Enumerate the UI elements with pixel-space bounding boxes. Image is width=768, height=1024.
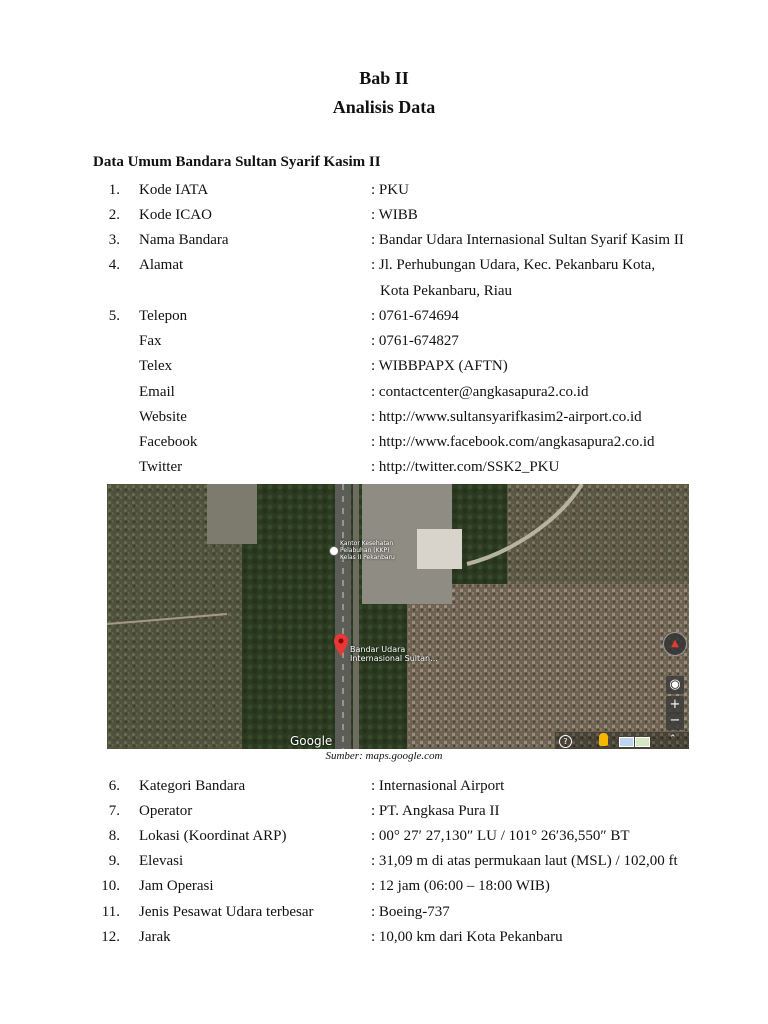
poi-label [340, 540, 395, 561]
item-label: Email [139, 384, 175, 400]
item-label: Jam Operasi [139, 878, 214, 894]
item-number: 9. [108, 853, 120, 869]
item-value: : 00° 27′ 27,130″ LU / 101° 26′36,550″ BT [371, 828, 630, 844]
item-number: 4. [108, 257, 120, 273]
list-item-continuation [0, 281, 768, 301]
list-item [0, 306, 768, 326]
item-label: Jarak [139, 929, 171, 945]
item-label: Telex [139, 358, 173, 374]
item-number: 7. [108, 803, 120, 819]
item-number: 11. [101, 904, 120, 920]
item-value: Kota Pekanbaru, Riau [380, 283, 513, 299]
satellite-map-image [107, 484, 689, 749]
list-item [0, 876, 768, 896]
item-value: : 0761-674694 [371, 308, 459, 324]
item-label: Kode ICAO [139, 207, 212, 223]
item-label: Fax [139, 333, 162, 349]
list-item [0, 902, 768, 922]
item-label: Alamat [139, 257, 184, 273]
item-number: 10. [101, 878, 120, 894]
item-label: Telepon [139, 308, 188, 324]
item-value: : http://www.sultansyarifkasim2-airport.co.id [371, 409, 642, 425]
item-value: : http://twitter.com/SSK2_PKU [371, 459, 560, 475]
list-item [0, 776, 768, 796]
item-value: : WIBB [371, 207, 418, 223]
item-value: : Internasional Airport [371, 778, 505, 794]
facility-area [207, 484, 257, 544]
list-item [0, 205, 768, 225]
item-label: Lokasi (Koordinat ARP) [139, 828, 287, 844]
item-number: 12. [101, 929, 120, 945]
list-item [0, 432, 768, 452]
list-item [0, 927, 768, 947]
item-number: 8. [108, 828, 120, 844]
page-subtitle: Analisis Data [332, 97, 436, 117]
section-heading: Data Umum Bandara Sultan Syarif Kasim II [93, 154, 381, 170]
compass-icon[interactable]: ▲ [663, 632, 687, 656]
item-value: : PT. Angkasa Pura II [371, 803, 500, 819]
item-label: Facebook [139, 434, 198, 450]
item-value: : 0761-674827 [371, 333, 459, 349]
item-number: 6. [108, 778, 120, 794]
item-value: : WIBBPAPX (AFTN) [371, 358, 508, 374]
item-value: : contactcenter@angkasapura2.co.id [371, 384, 589, 400]
item-label: Operator [139, 803, 193, 819]
list-item [0, 851, 768, 871]
item-number: 3. [108, 232, 120, 248]
item-value: : Jl. Perhubungan Udara, Kec. Pekanbaru Kota, [371, 257, 656, 273]
list-item [0, 382, 768, 402]
item-value: : 12 jam (06:00 – 18:00 WIB) [371, 878, 550, 894]
expand-icon[interactable]: ⌃ [669, 734, 677, 744]
item-number: 5. [108, 308, 120, 324]
marker-label-line: Bandar Udara [350, 645, 406, 654]
help-icon[interactable]: ? [559, 735, 572, 748]
marker-label [350, 645, 438, 663]
item-value: : Bandar Udara Internasional Sultan Syarif Kasim II [371, 232, 684, 248]
item-value: : http://www.facebook.com/angkasapura2.co.id [371, 434, 655, 450]
list-item [0, 331, 768, 351]
item-label: Nama Bandara [139, 232, 229, 248]
layer-thumbnail-icon[interactable] [619, 737, 634, 747]
list-item [0, 356, 768, 376]
google-logo: Google [290, 734, 333, 748]
list-item [0, 180, 768, 200]
item-label: Kode IATA [139, 182, 209, 198]
poi-marker[interactable] [329, 546, 339, 556]
item-value: : 31,09 m di atas permukaan laut (MSL) / 102,00 ft [371, 853, 678, 869]
item-value: : 10,00 km dari Kota Pekanbaru [371, 929, 563, 945]
list-item [0, 255, 768, 275]
list-item [0, 457, 768, 477]
poi-label-line: Kantor Kesehatan [340, 540, 394, 547]
chapter-title: Bab II [359, 68, 409, 88]
item-label: Website [139, 409, 187, 425]
item-label: Twitter [139, 459, 183, 475]
item-label: Kategori Bandara [139, 778, 246, 794]
item-label: Jenis Pesawat Udara terbesar [139, 904, 314, 920]
layer-thumbnail-icon[interactable] [635, 737, 650, 747]
zoom-out-button[interactable]: − [666, 712, 684, 730]
item-number: 2. [108, 207, 120, 223]
residential-area-northeast [507, 484, 689, 594]
terminal-building [417, 529, 462, 569]
zoom-in-button[interactable]: + [666, 696, 684, 714]
poi-label-line: Pelabuhan (KKP) [340, 547, 390, 554]
residential-area-east [407, 584, 689, 749]
item-value: : PKU [371, 182, 409, 198]
item-number: 1. [108, 182, 120, 198]
pegman-icon[interactable] [599, 733, 608, 746]
taxiway [353, 484, 359, 749]
list-item [0, 230, 768, 250]
item-label: Elevasi [139, 853, 184, 869]
item-value: : Boeing-737 [371, 904, 450, 920]
list-item [0, 826, 768, 846]
list-item [0, 407, 768, 427]
locate-icon[interactable]: ◉ [666, 676, 684, 694]
map-caption: Sumber: maps.google.com [325, 750, 443, 762]
poi-label-line: Kelas II Pekanbaru [340, 554, 395, 561]
map-graphic [107, 484, 689, 749]
location-pin-icon[interactable] [334, 634, 348, 656]
list-item [0, 801, 768, 821]
marker-label-line: Internasional Sultan... [350, 654, 438, 663]
